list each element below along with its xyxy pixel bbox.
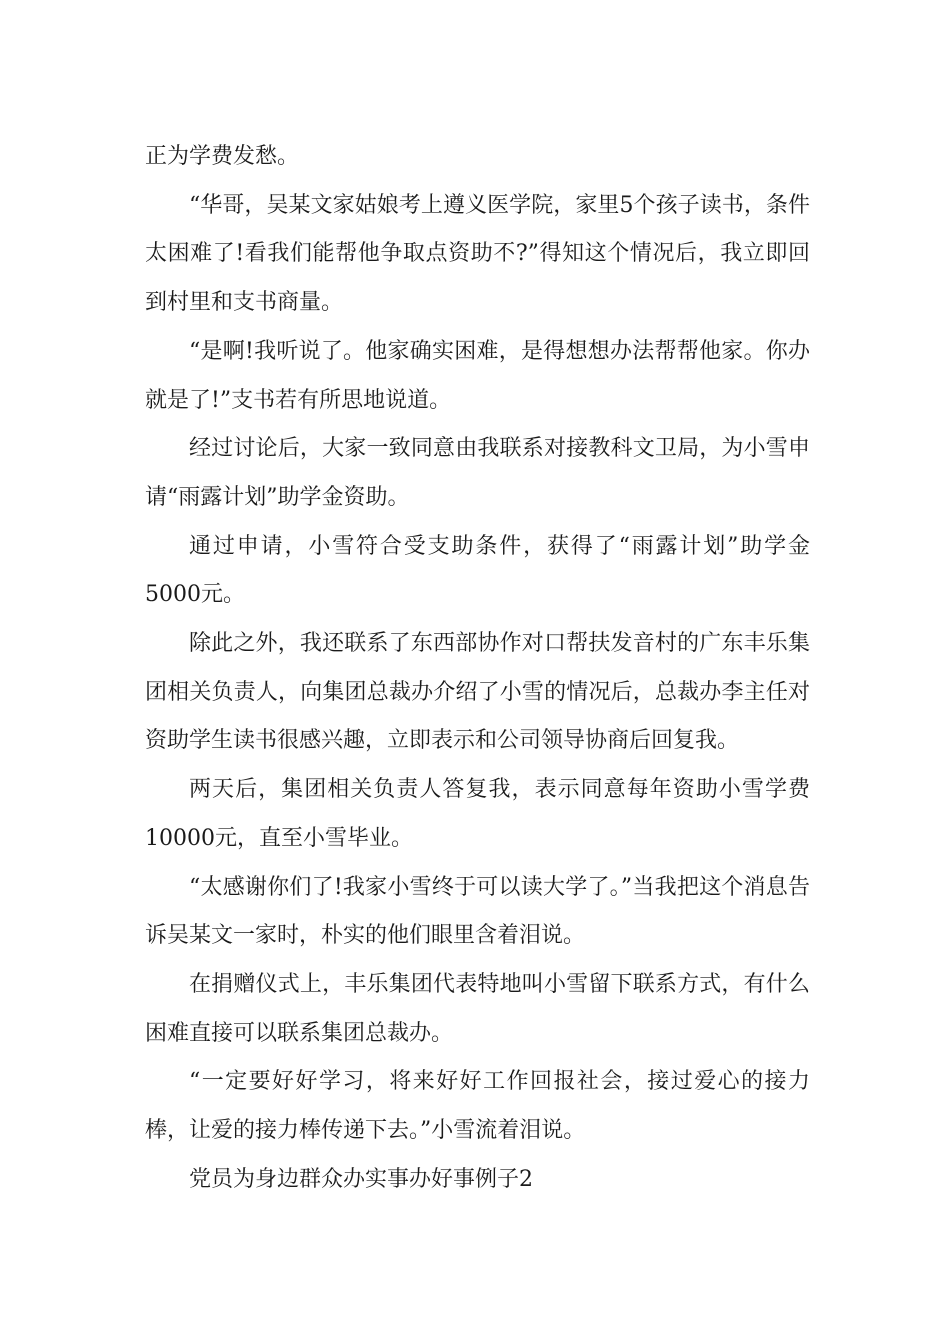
paragraph-discussion: 经过讨论后，大家一致同意由我联系对接教科文卫局，为小雪申请“雨露计划”助学金资助。 <box>145 436 810 510</box>
paragraph-donation-ceremony: 在捐赠仪式上，丰乐集团代表特地叫小雪留下联系方式，有什么困难直接可以联系集团总裁办。 <box>145 971 810 1046</box>
paragraph-secretary-reply: “是啊!我听说了。他家确实困难，是得想想办法帮帮他家。你办就是了!”支书若有所思地说道。 <box>145 338 810 413</box>
document-body <box>145 133 810 1204</box>
section-heading: 党员为身边群众办实事办好事例子2 <box>189 1166 533 1192</box>
paragraph-student-pledge: “一定要好好学习，将来好好工作回报社会，接过爱心的接力棒，让爱的接力棒传递下去。”小雪流着泪说。 <box>145 1069 810 1144</box>
paragraph-dialogue-request: “华哥，吴某文家姑娘考上遵义医学院，家里5个孩子读书，条件太困难了!看我们能帮他争取点资助不?”得知这个情况后，我立即回到村里和支书商量。 <box>145 192 810 316</box>
paragraph-application-result: 通过申请，小雪符合受支助条件，获得了“雨露计划”助学金5000元。 <box>145 533 810 608</box>
paragraph-continuation: 正为学费发愁。 <box>145 144 300 169</box>
paragraph-company-reply: 两天后，集团相关负责人答复我，表示同意每年资助小雪学费10000元，直至小雪毕业。 <box>145 777 810 851</box>
paragraph-company-contact: 除此之外，我还联系了东西部协作对口帮扶发音村的广东丰乐集团相关负责人，向集团总裁办介绍了小雪的情况后，总裁办李主任对资助学生读书很感兴趣，立即表示和公司领导协商后回复我。 <box>145 631 810 754</box>
paragraph-family-thanks: “太感谢你们了!我家小雪终于可以读大学了。”当我把这个消息告诉吴某文一家时，朴实的他们眼里含着泪说。 <box>145 874 810 949</box>
